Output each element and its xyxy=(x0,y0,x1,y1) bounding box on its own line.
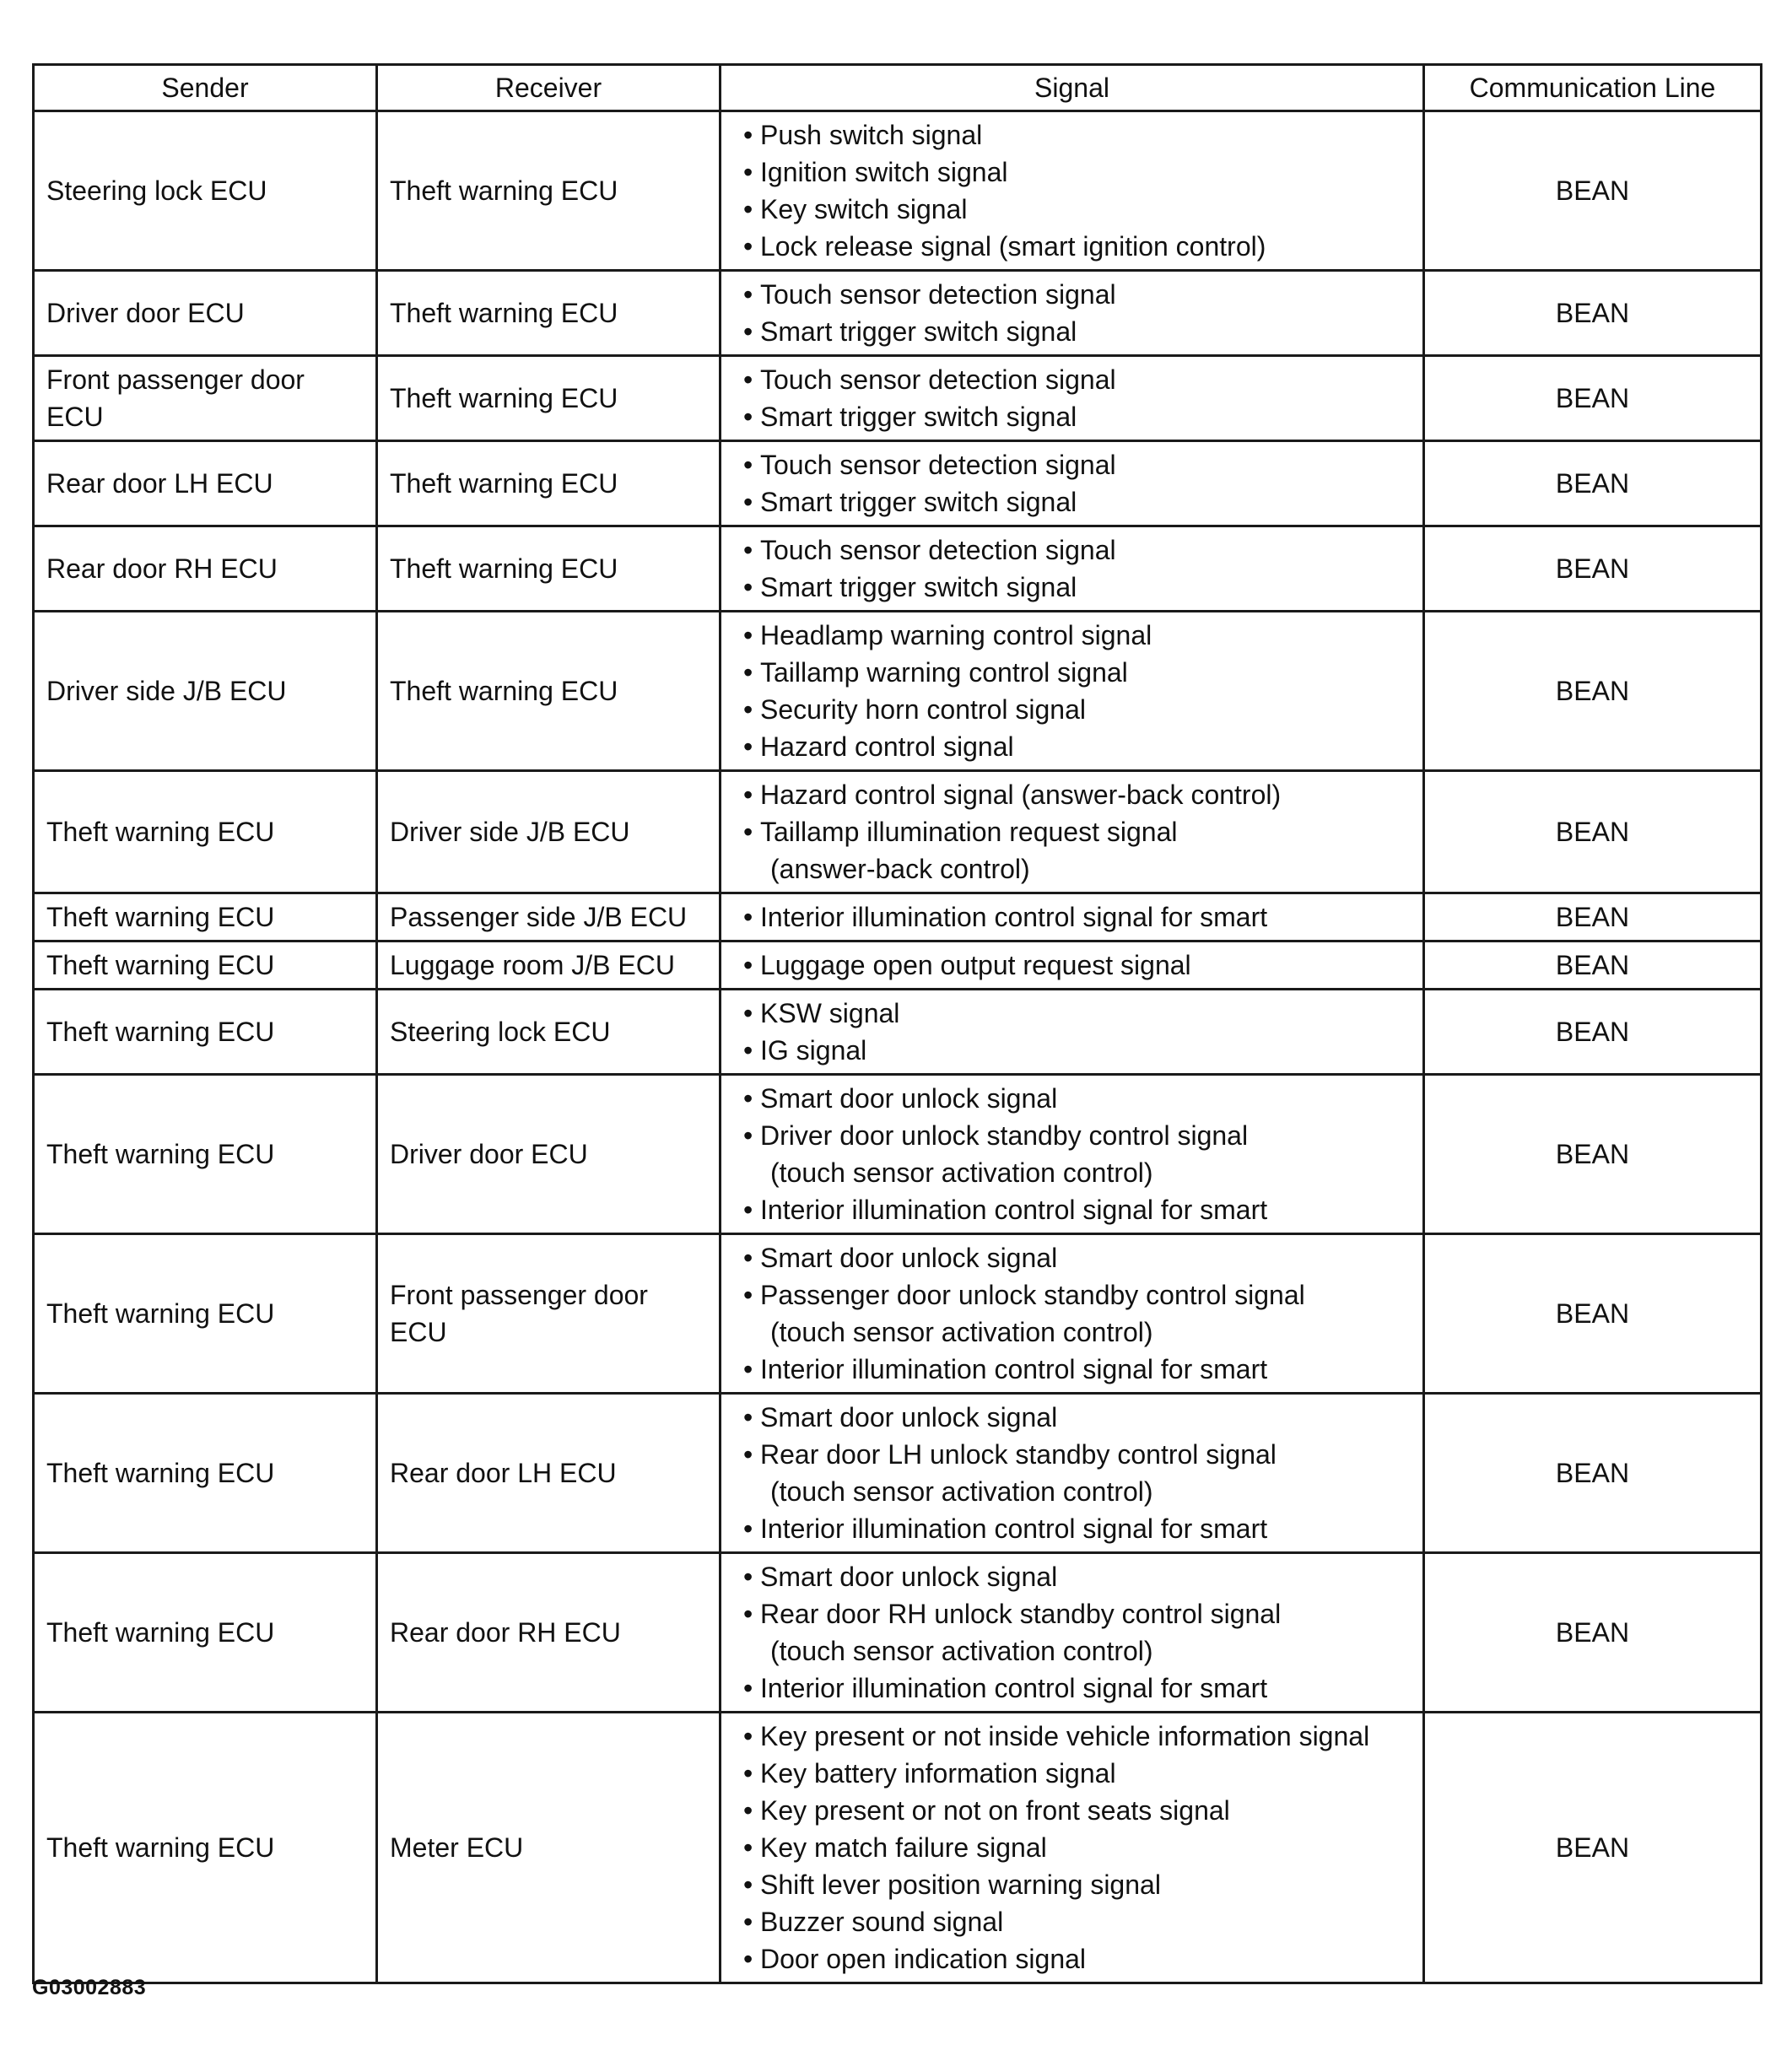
table-row xyxy=(34,893,1762,941)
bullet-icon: • xyxy=(743,620,753,650)
bullet-icon: • xyxy=(743,316,753,347)
signal-item xyxy=(733,1351,1411,1388)
signal-text: Smart trigger switch signal xyxy=(760,487,1077,517)
signal-item xyxy=(733,617,1411,654)
sender-cell: Theft warning ECU xyxy=(34,1553,377,1713)
communication-line-cell: BEAN xyxy=(1424,271,1762,356)
signal-cell xyxy=(721,1075,1424,1234)
table-body xyxy=(34,111,1762,1983)
bullet-icon: • xyxy=(743,817,753,847)
signal-item xyxy=(733,1792,1411,1829)
communication-line-cell: BEAN xyxy=(1424,441,1762,526)
bullet-icon: • xyxy=(743,1869,753,1900)
signal-item xyxy=(733,569,1411,606)
signal-text: Smart door unlock signal xyxy=(760,1402,1058,1432)
signal-text: Passenger door unlock standby control signal xyxy=(760,1280,1305,1310)
signal-item xyxy=(733,276,1411,313)
signal-cell xyxy=(721,771,1424,893)
signal-item-continuation xyxy=(733,1154,1411,1191)
bullet-icon: • xyxy=(743,1195,753,1225)
table-row xyxy=(34,1234,1762,1394)
table-row xyxy=(34,1075,1762,1234)
sender-cell: Theft warning ECU xyxy=(34,1075,377,1234)
bullet-icon: • xyxy=(743,1120,753,1151)
signal-item xyxy=(733,313,1411,350)
signal-text: Interior illumination control signal for smart xyxy=(760,1195,1268,1225)
signal-cell xyxy=(721,1234,1424,1394)
signal-text: Rear door LH unlock standby control signal xyxy=(760,1439,1277,1470)
signal-cell xyxy=(721,990,1424,1075)
signal-text: Smart door unlock signal xyxy=(760,1083,1058,1114)
communication-line-cell: BEAN xyxy=(1424,941,1762,990)
signal-item xyxy=(733,728,1411,765)
signal-text: (touch sensor activation control) xyxy=(770,1636,1153,1666)
sender-cell: Front passenger door ECU xyxy=(34,356,377,441)
signal-item xyxy=(733,1191,1411,1228)
bullet-icon: • xyxy=(743,364,753,395)
bullet-icon: • xyxy=(743,535,753,565)
signal-text: Taillamp illumination request signal xyxy=(760,817,1178,847)
signal-item xyxy=(733,1276,1411,1314)
sender-cell: Theft warning ECU xyxy=(34,990,377,1075)
header-sender: Sender xyxy=(34,65,377,111)
signal-text: Shift lever position warning signal xyxy=(760,1869,1161,1900)
bullet-icon: • xyxy=(743,1280,753,1310)
sender-cell: Theft warning ECU xyxy=(34,1713,377,1983)
receiver-cell: Passenger side J/B ECU xyxy=(377,893,721,941)
signal-text: IG signal xyxy=(760,1035,867,1066)
table-row xyxy=(34,771,1762,893)
sender-cell: Theft warning ECU xyxy=(34,1234,377,1394)
receiver-cell: Rear door RH ECU xyxy=(377,1553,721,1713)
signal-text: Lock release signal (smart ignition control) xyxy=(760,231,1266,262)
communication-line-cell: BEAN xyxy=(1424,111,1762,271)
communication-table xyxy=(32,63,1762,1984)
bullet-icon: • xyxy=(743,1721,753,1751)
bullet-icon: • xyxy=(743,950,753,980)
signal-item xyxy=(733,116,1411,154)
signal-text: Smart trigger switch signal xyxy=(760,572,1077,602)
signal-item xyxy=(733,776,1411,813)
signal-item xyxy=(733,1032,1411,1069)
bullet-icon: • xyxy=(743,1083,753,1114)
signal-item xyxy=(733,1829,1411,1866)
signal-text: Luggage open output request signal xyxy=(760,950,1191,980)
bullet-icon: • xyxy=(743,1673,753,1703)
signal-text: Touch sensor detection signal xyxy=(760,279,1116,310)
signal-text: Key present or not inside vehicle information signal xyxy=(760,1721,1370,1751)
receiver-cell: Driver side J/B ECU xyxy=(377,771,721,893)
signal-cell xyxy=(721,356,1424,441)
receiver-cell: Theft warning ECU xyxy=(377,111,721,271)
bullet-icon: • xyxy=(743,1439,753,1470)
bullet-icon: • xyxy=(743,231,753,262)
bullet-icon: • xyxy=(743,194,753,224)
signal-text: (touch sensor activation control) xyxy=(770,1157,1153,1188)
bullet-icon: • xyxy=(743,402,753,432)
signal-item xyxy=(733,398,1411,435)
signal-text: Interior illumination control signal for smart xyxy=(760,1673,1268,1703)
signal-item xyxy=(733,1940,1411,1977)
signal-item xyxy=(733,1239,1411,1276)
receiver-cell: Meter ECU xyxy=(377,1713,721,1983)
signal-text: Smart trigger switch signal xyxy=(760,316,1077,347)
communication-line-cell: BEAN xyxy=(1424,1713,1762,1983)
table-row xyxy=(34,356,1762,441)
receiver-cell: Rear door LH ECU xyxy=(377,1394,721,1553)
bullet-icon: • xyxy=(743,1944,753,1974)
table-row xyxy=(34,271,1762,356)
signal-text: Smart door unlock signal xyxy=(760,1243,1058,1273)
signal-item xyxy=(733,691,1411,728)
signal-text: (answer-back control) xyxy=(770,854,1030,884)
signal-text: Push switch signal xyxy=(760,120,983,150)
signal-item xyxy=(733,813,1411,850)
sender-cell: Rear door LH ECU xyxy=(34,441,377,526)
signal-text: Buzzer sound signal xyxy=(760,1907,1004,1937)
signal-text: Interior illumination control signal for smart xyxy=(760,902,1268,932)
signal-item xyxy=(733,1558,1411,1595)
receiver-cell: Driver door ECU xyxy=(377,1075,721,1234)
bullet-icon: • xyxy=(743,731,753,762)
signal-text: Key switch signal xyxy=(760,194,968,224)
bullet-icon: • xyxy=(743,120,753,150)
signal-item xyxy=(733,228,1411,265)
signal-text: Touch sensor detection signal xyxy=(760,535,1116,565)
signal-item-continuation xyxy=(733,850,1411,888)
signal-text: Touch sensor detection signal xyxy=(760,364,1116,395)
signal-item xyxy=(733,1866,1411,1903)
signal-text: Rear door RH unlock standby control signal xyxy=(760,1599,1282,1629)
signal-item xyxy=(733,1399,1411,1436)
bullet-icon: • xyxy=(743,1599,753,1629)
bullet-icon: • xyxy=(743,279,753,310)
signal-item xyxy=(733,446,1411,483)
communication-line-cell: BEAN xyxy=(1424,990,1762,1075)
bullet-icon: • xyxy=(743,1795,753,1826)
receiver-cell: Theft warning ECU xyxy=(377,441,721,526)
signal-item xyxy=(733,1903,1411,1940)
table-row xyxy=(34,990,1762,1075)
receiver-cell: Front passenger door ECU xyxy=(377,1234,721,1394)
signal-item-continuation xyxy=(733,1632,1411,1670)
signal-item xyxy=(733,191,1411,228)
signal-text: KSW signal xyxy=(760,998,900,1028)
signal-cell xyxy=(721,526,1424,612)
signal-item xyxy=(733,531,1411,569)
bullet-icon: • xyxy=(743,657,753,688)
communication-line-cell: BEAN xyxy=(1424,1394,1762,1553)
signal-text: Touch sensor detection signal xyxy=(760,450,1116,480)
bullet-icon: • xyxy=(743,1402,753,1432)
signal-text: Security horn control signal xyxy=(760,694,1086,725)
sender-cell: Theft warning ECU xyxy=(34,771,377,893)
table-row xyxy=(34,1553,1762,1713)
bullet-icon: • xyxy=(743,998,753,1028)
bullet-icon: • xyxy=(743,157,753,187)
signal-item xyxy=(733,1755,1411,1792)
bullet-icon: • xyxy=(743,1907,753,1937)
bullet-icon: • xyxy=(743,1035,753,1066)
receiver-cell: Theft warning ECU xyxy=(377,612,721,771)
sender-cell: Rear door RH ECU xyxy=(34,526,377,612)
signal-cell xyxy=(721,612,1424,771)
bullet-icon: • xyxy=(743,1832,753,1863)
signal-text: Key present or not on front seats signal xyxy=(760,1795,1230,1826)
signal-cell xyxy=(721,1394,1424,1553)
signal-cell xyxy=(721,441,1424,526)
signal-item-continuation xyxy=(733,1473,1411,1510)
sender-cell: Driver door ECU xyxy=(34,271,377,356)
signal-cell xyxy=(721,941,1424,990)
bullet-icon: • xyxy=(743,487,753,517)
receiver-cell: Theft warning ECU xyxy=(377,356,721,441)
signal-cell xyxy=(721,111,1424,271)
signal-item xyxy=(733,995,1411,1032)
table-header-row xyxy=(34,65,1762,111)
signal-text: Headlamp warning control signal xyxy=(760,620,1152,650)
document xyxy=(32,63,1760,1984)
signal-text: (touch sensor activation control) xyxy=(770,1317,1153,1347)
sender-cell: Theft warning ECU xyxy=(34,893,377,941)
bullet-icon: • xyxy=(743,1513,753,1544)
bullet-icon: • xyxy=(743,1758,753,1789)
table-row xyxy=(34,1394,1762,1553)
signal-text: Door open indication signal xyxy=(760,1944,1087,1974)
communication-line-cell: BEAN xyxy=(1424,612,1762,771)
signal-item-continuation xyxy=(733,1314,1411,1351)
signal-item xyxy=(733,947,1411,984)
header-communication-line: Communication Line xyxy=(1424,65,1762,111)
header-signal: Signal xyxy=(721,65,1424,111)
sender-cell: Steering lock ECU xyxy=(34,111,377,271)
signal-item xyxy=(733,1436,1411,1473)
signal-cell xyxy=(721,1713,1424,1983)
bullet-icon: • xyxy=(743,780,753,810)
sender-cell: Driver side J/B ECU xyxy=(34,612,377,771)
table-row xyxy=(34,111,1762,271)
bullet-icon: • xyxy=(743,1354,753,1384)
bullet-icon: • xyxy=(743,572,753,602)
signal-item xyxy=(733,154,1411,191)
signal-item xyxy=(733,1670,1411,1707)
signal-item xyxy=(733,483,1411,521)
signal-text: Key match failure signal xyxy=(760,1832,1047,1863)
table-row xyxy=(34,941,1762,990)
table-row xyxy=(34,526,1762,612)
header-receiver: Receiver xyxy=(377,65,721,111)
table-row xyxy=(34,612,1762,771)
receiver-cell: Theft warning ECU xyxy=(377,271,721,356)
signal-text: Hazard control signal (answer-back control) xyxy=(760,780,1282,810)
communication-line-cell: BEAN xyxy=(1424,1234,1762,1394)
table-row xyxy=(34,1713,1762,1983)
receiver-cell: Steering lock ECU xyxy=(377,990,721,1075)
signal-item xyxy=(733,1595,1411,1632)
bullet-icon: • xyxy=(743,1562,753,1592)
signal-item xyxy=(733,898,1411,936)
signal-item xyxy=(733,1117,1411,1154)
signal-cell xyxy=(721,1553,1424,1713)
communication-line-cell: BEAN xyxy=(1424,356,1762,441)
signal-text: Driver door unlock standby control signal xyxy=(760,1120,1249,1151)
signal-text: Smart door unlock signal xyxy=(760,1562,1058,1592)
signal-item xyxy=(733,1510,1411,1547)
signal-text: Hazard control signal xyxy=(760,731,1014,762)
communication-line-cell: BEAN xyxy=(1424,1075,1762,1234)
sender-cell: Theft warning ECU xyxy=(34,1394,377,1553)
bullet-icon: • xyxy=(743,902,753,932)
receiver-cell: Theft warning ECU xyxy=(377,526,721,612)
communication-line-cell: BEAN xyxy=(1424,771,1762,893)
signal-text: Interior illumination control signal for smart xyxy=(760,1513,1268,1544)
signal-item xyxy=(733,1718,1411,1755)
signal-item xyxy=(733,1080,1411,1117)
receiver-cell: Luggage room J/B ECU xyxy=(377,941,721,990)
communication-line-cell: BEAN xyxy=(1424,893,1762,941)
signal-text: Interior illumination control signal for smart xyxy=(760,1354,1268,1384)
bullet-icon: • xyxy=(743,450,753,480)
sender-cell: Theft warning ECU xyxy=(34,941,377,990)
signal-text: Taillamp warning control signal xyxy=(760,657,1128,688)
signal-item xyxy=(733,654,1411,691)
signal-item xyxy=(733,361,1411,398)
communication-line-cell: BEAN xyxy=(1424,1553,1762,1713)
signal-text: Key battery information signal xyxy=(760,1758,1116,1789)
bullet-icon: • xyxy=(743,694,753,725)
table-row xyxy=(34,441,1762,526)
signal-cell xyxy=(721,893,1424,941)
bullet-icon: • xyxy=(743,1243,753,1273)
signal-text: Smart trigger switch signal xyxy=(760,402,1077,432)
signal-text: Ignition switch signal xyxy=(760,157,1008,187)
figure-id: G03002883 xyxy=(32,1976,147,1999)
signal-cell xyxy=(721,271,1424,356)
signal-text: (touch sensor activation control) xyxy=(770,1476,1153,1507)
communication-line-cell: BEAN xyxy=(1424,526,1762,612)
